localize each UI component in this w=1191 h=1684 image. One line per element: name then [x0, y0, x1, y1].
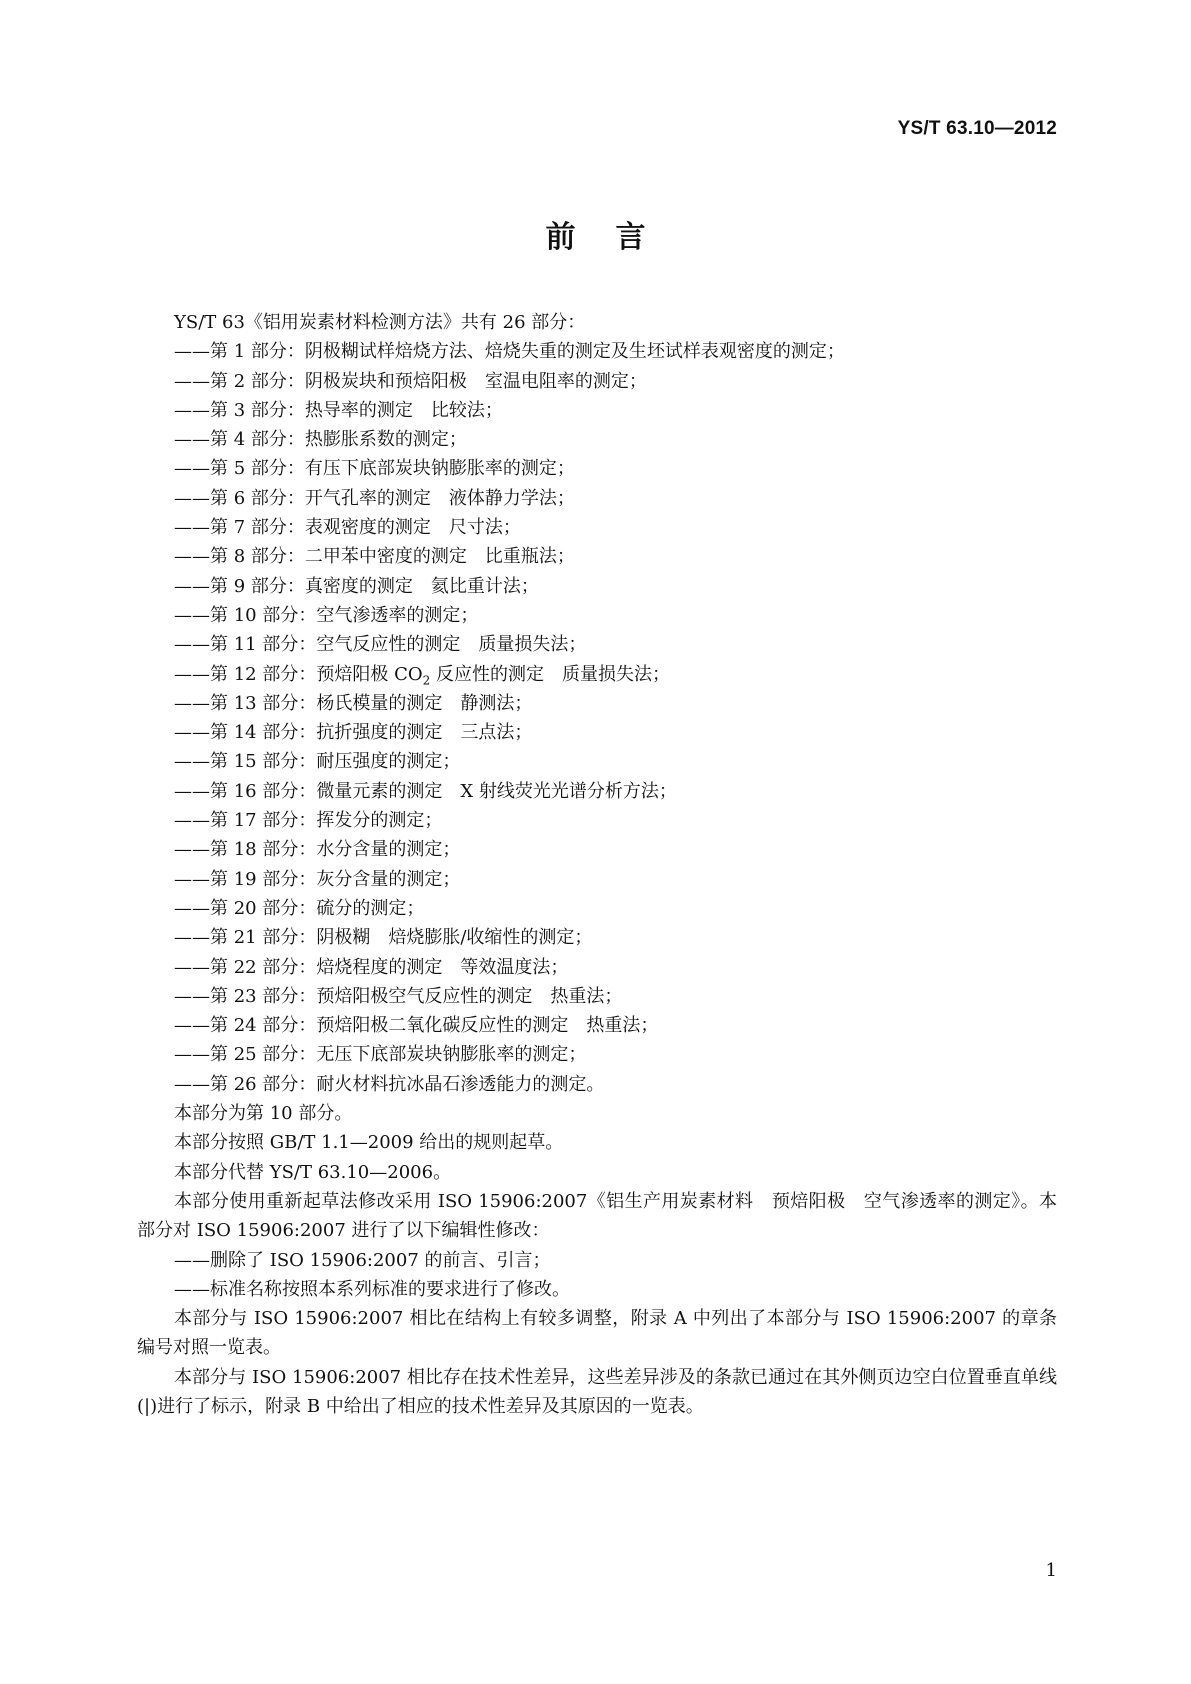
list-item: ——第 6 部分：开气孔率的测定 液体静力学法；: [174, 487, 575, 509]
parts-list: [137, 337, 1057, 1099]
replaces-paragraph: 本部分代替 YS/T 63.10—2006。: [174, 1161, 452, 1183]
list-item: ——第 14 部分：抗折强度的测定 三点法；: [174, 722, 533, 744]
list-item: ——第 20 部分：硫分的测定；: [174, 897, 425, 919]
list-item: ——第 21 部分：阴极糊 焙烧膨胀/收缩性的测定；: [174, 927, 593, 949]
list-item: ——第 11 部分：空气反应性的测定 质量损失法；: [174, 634, 587, 656]
edit-item: ——删除了 ISO 15906:2007 的前言、引言；: [174, 1249, 551, 1271]
page-number: 1: [1045, 1560, 1057, 1581]
list-item: ——第 18 部分：水分含量的测定；: [174, 839, 461, 861]
list-item: ——第 13 部分：杨氏模量的测定 静测法；: [174, 692, 533, 714]
structure-paragraph: 本部分与 ISO 15906:2007 相比在结构上有较多调整，附录 A 中列出了本部分与 ISO 15906:2007 的章条编号对照一览表。: [137, 1308, 1057, 1359]
list-item: ——第 10 部分：空气渗透率的测定；: [174, 604, 479, 626]
page-title: 前言: [545, 220, 686, 255]
list-item: ——第 23 部分：预焙阳极空气反应性的测定 热重法；: [174, 985, 623, 1007]
list-item: ——第 25 部分：无压下底部炭块钠膨胀率的测定；: [174, 1044, 587, 1066]
list-item: ——第 9 部分：真密度的测定 氦比重计法；: [174, 575, 539, 597]
foreword-body: [137, 308, 1057, 1421]
list-item-part-12: ——第 12 部分：预焙阳极 $CO_2$ 反应性的测定 质量损失法；: [174, 663, 670, 688]
list-item: ——第 7 部分：表观密度的测定 尺寸法；: [174, 517, 521, 539]
list-item: ——第 2 部分：阴极炭块和预焙阳极 室温电阻率的测定；: [174, 370, 647, 392]
list-item: ——第 16 部分：微量元素的测定 X 射线荧光光谱分析方法；: [174, 780, 677, 802]
list-item: ——第 3 部分：热导率的测定 比较法；: [174, 399, 503, 421]
list-item: ——第 8 部分：二甲苯中密度的测定 比重瓶法；: [174, 546, 575, 568]
technical-paragraph: 本部分与 ISO 15906:2007 相比存在技术性差异，这些差异涉及的条款已通过在其外侧页边空白位置垂直单线(|)进行了标示，附录 B 中给出了相应的技术性差异及其原因的一览表。: [137, 1366, 1057, 1417]
list-item: ——第 1 部分：阴极糊试样焙烧方法、焙烧失重的测定及生坯试样表观密度的测定；: [174, 341, 845, 363]
this-part-paragraph: 本部分为第 10 部分。: [174, 1103, 353, 1125]
drafting-paragraph: 本部分按照 GB/T 1.1—2009 给出的规则起草。: [174, 1132, 564, 1154]
adoption-paragraph: 本部分使用重新起草法修改采用 ISO 15906:2007《铝生产用炭素材料 预焙阳极 空气渗透率的测定》。本部分对 ISO 15906:2007 进行了以下编辑性修改：: [137, 1190, 1057, 1242]
list-item: ——第 22 部分：焙烧程度的测定 等效温度法；: [174, 956, 569, 978]
list-item: ——第 26 部分：耐火材料抗冰晶石渗透能力的测定。: [174, 1073, 605, 1095]
list-item: ——第 15 部分：耐压强度的测定；: [174, 751, 461, 773]
standard-number: YS/T 63.10—2012: [897, 118, 1057, 139]
list-item: ——第 24 部分：预焙阳极二氧化碳反应性的测定 热重法；: [174, 1015, 659, 1037]
list-item: ——第 17 部分：挥发分的测定；: [174, 810, 443, 832]
list-item: ——第 4 部分：热膨胀系数的测定；: [174, 429, 467, 451]
list-item: ——第 5 部分：有压下底部炭块钠膨胀率的测定；: [174, 458, 575, 480]
edit-item: ——标准名称按照本系列标准的要求进行了修改。: [174, 1278, 570, 1300]
list-item: ——第 19 部分：灰分含量的测定；: [174, 868, 461, 890]
intro-line: YS/T 63《铝用炭素材料检测方法》共有 26 部分：: [174, 312, 586, 333]
